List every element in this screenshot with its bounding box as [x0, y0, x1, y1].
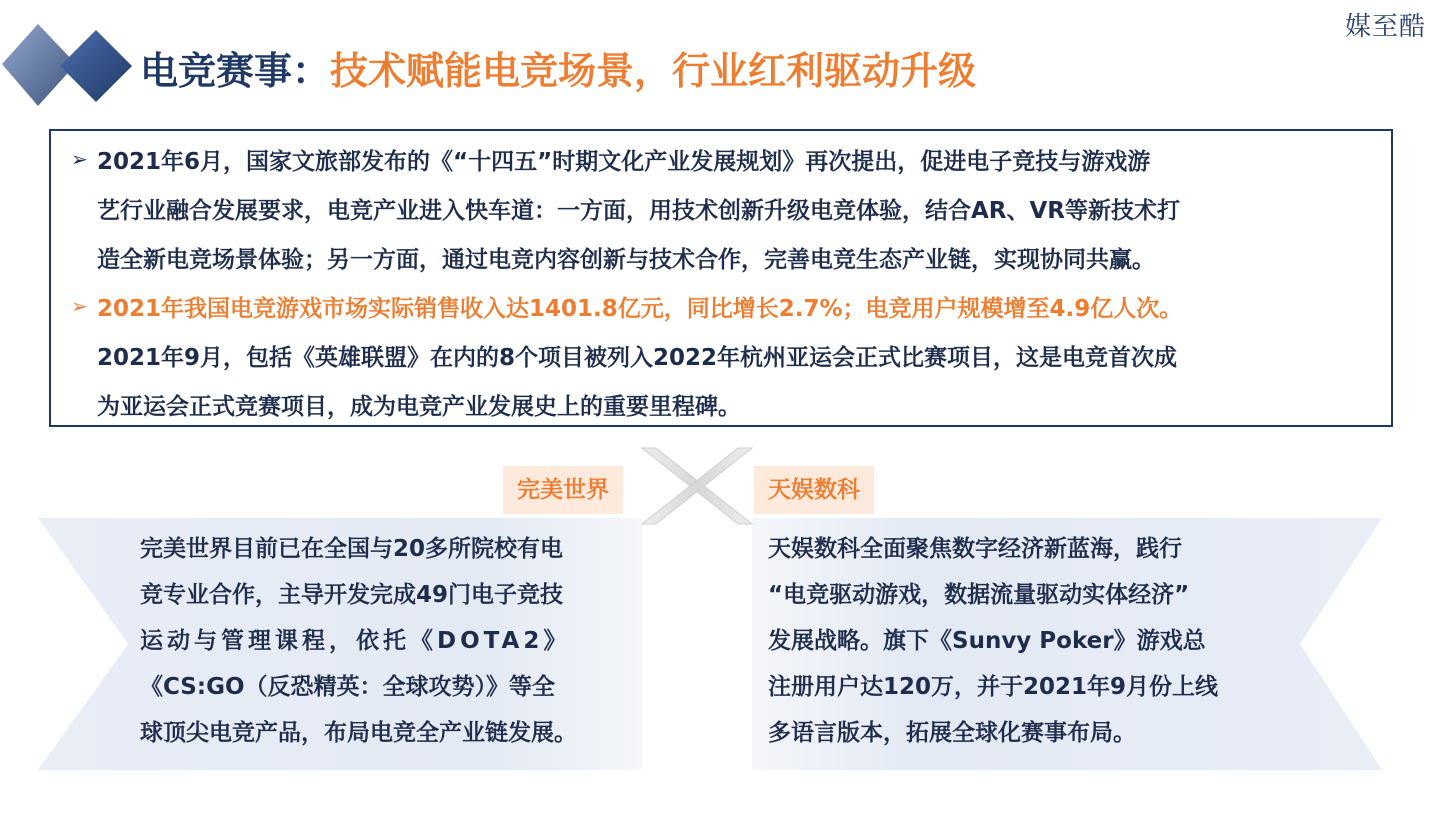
paragraph-line: 球顶尖电竞产品，布局电竞全产业链发展。	[140, 720, 577, 746]
left-company-text	[140, 526, 577, 756]
triangle-right-icon: ➢	[71, 147, 88, 171]
paragraph-line: 运动与管理课程，依托《DOTA2》	[140, 628, 571, 654]
page-title	[140, 40, 976, 95]
intro-box	[49, 129, 1393, 427]
paragraph-line: 完美世界目前已在全国与20多所院校有电	[140, 536, 564, 562]
intro-line: 2021年9月，包括《英雄联盟》在内的8个项目被列入2022年杭州亚运会正式比赛项目，这是电竞首次成	[97, 345, 1178, 371]
paragraph-line: 《CS:GO（反恐精英：全球攻势）》等全	[140, 674, 555, 700]
paragraph-line: 注册用户达120万，并于2021年9月份上线	[768, 674, 1219, 700]
paragraph-line: 竞专业合作，主导开发完成49门电子竞技	[140, 582, 564, 608]
paragraph-line: 天娱数科全面聚焦数字经济新蓝海，践行	[768, 536, 1182, 562]
paragraph-line: 多语言版本，拓展全球化赛事布局。	[768, 720, 1136, 746]
triangle-right-icon: ➢	[71, 294, 88, 318]
intro-line: 造全新电竞场景体验；另一方面，通过电竞内容创新与技术合作，完善电竞生态产业链，实现协同共赢。	[97, 247, 1155, 273]
cross-icon	[642, 448, 752, 524]
intro-line: 艺行业融合发展要求，电竞产业进入快车道：一方面，用技术创新升级电竞体验，结合AR、VR等新技术打	[97, 198, 1181, 224]
title-accent: 技术赋能电竞场景，行业红利驱动升级	[330, 49, 977, 93]
right-company-text	[768, 526, 1218, 756]
watermark: 媒至酷	[1344, 12, 1426, 42]
title-lead: 电竞赛事：	[140, 49, 331, 93]
paragraph-line: 发展战略。旗下《Sunvy Poker》游戏总	[768, 628, 1206, 654]
left-company-label: 完美世界	[503, 466, 623, 514]
intro-line-highlight: 2021年我国电竞游戏市场实际销售收入达1401.8亿元，同比增长2.7%；电竞用户规模增至4.9亿人次。	[97, 296, 1183, 322]
intro-line: 为亚运会正式竞赛项目，成为电竞产业发展史上的重要里程碑。	[97, 394, 741, 420]
diamond-logo-icon	[0, 20, 140, 115]
right-company-label: 天娱数科	[754, 466, 874, 514]
paragraph-line: “电竞驱动游戏，数据流量驱动实体经济”	[768, 582, 1190, 608]
intro-line: 2021年6月，国家文旅部发布的《“十四五”时期文化产业发展规划》再次提出，促进电子竞技与游戏游	[97, 149, 1151, 175]
